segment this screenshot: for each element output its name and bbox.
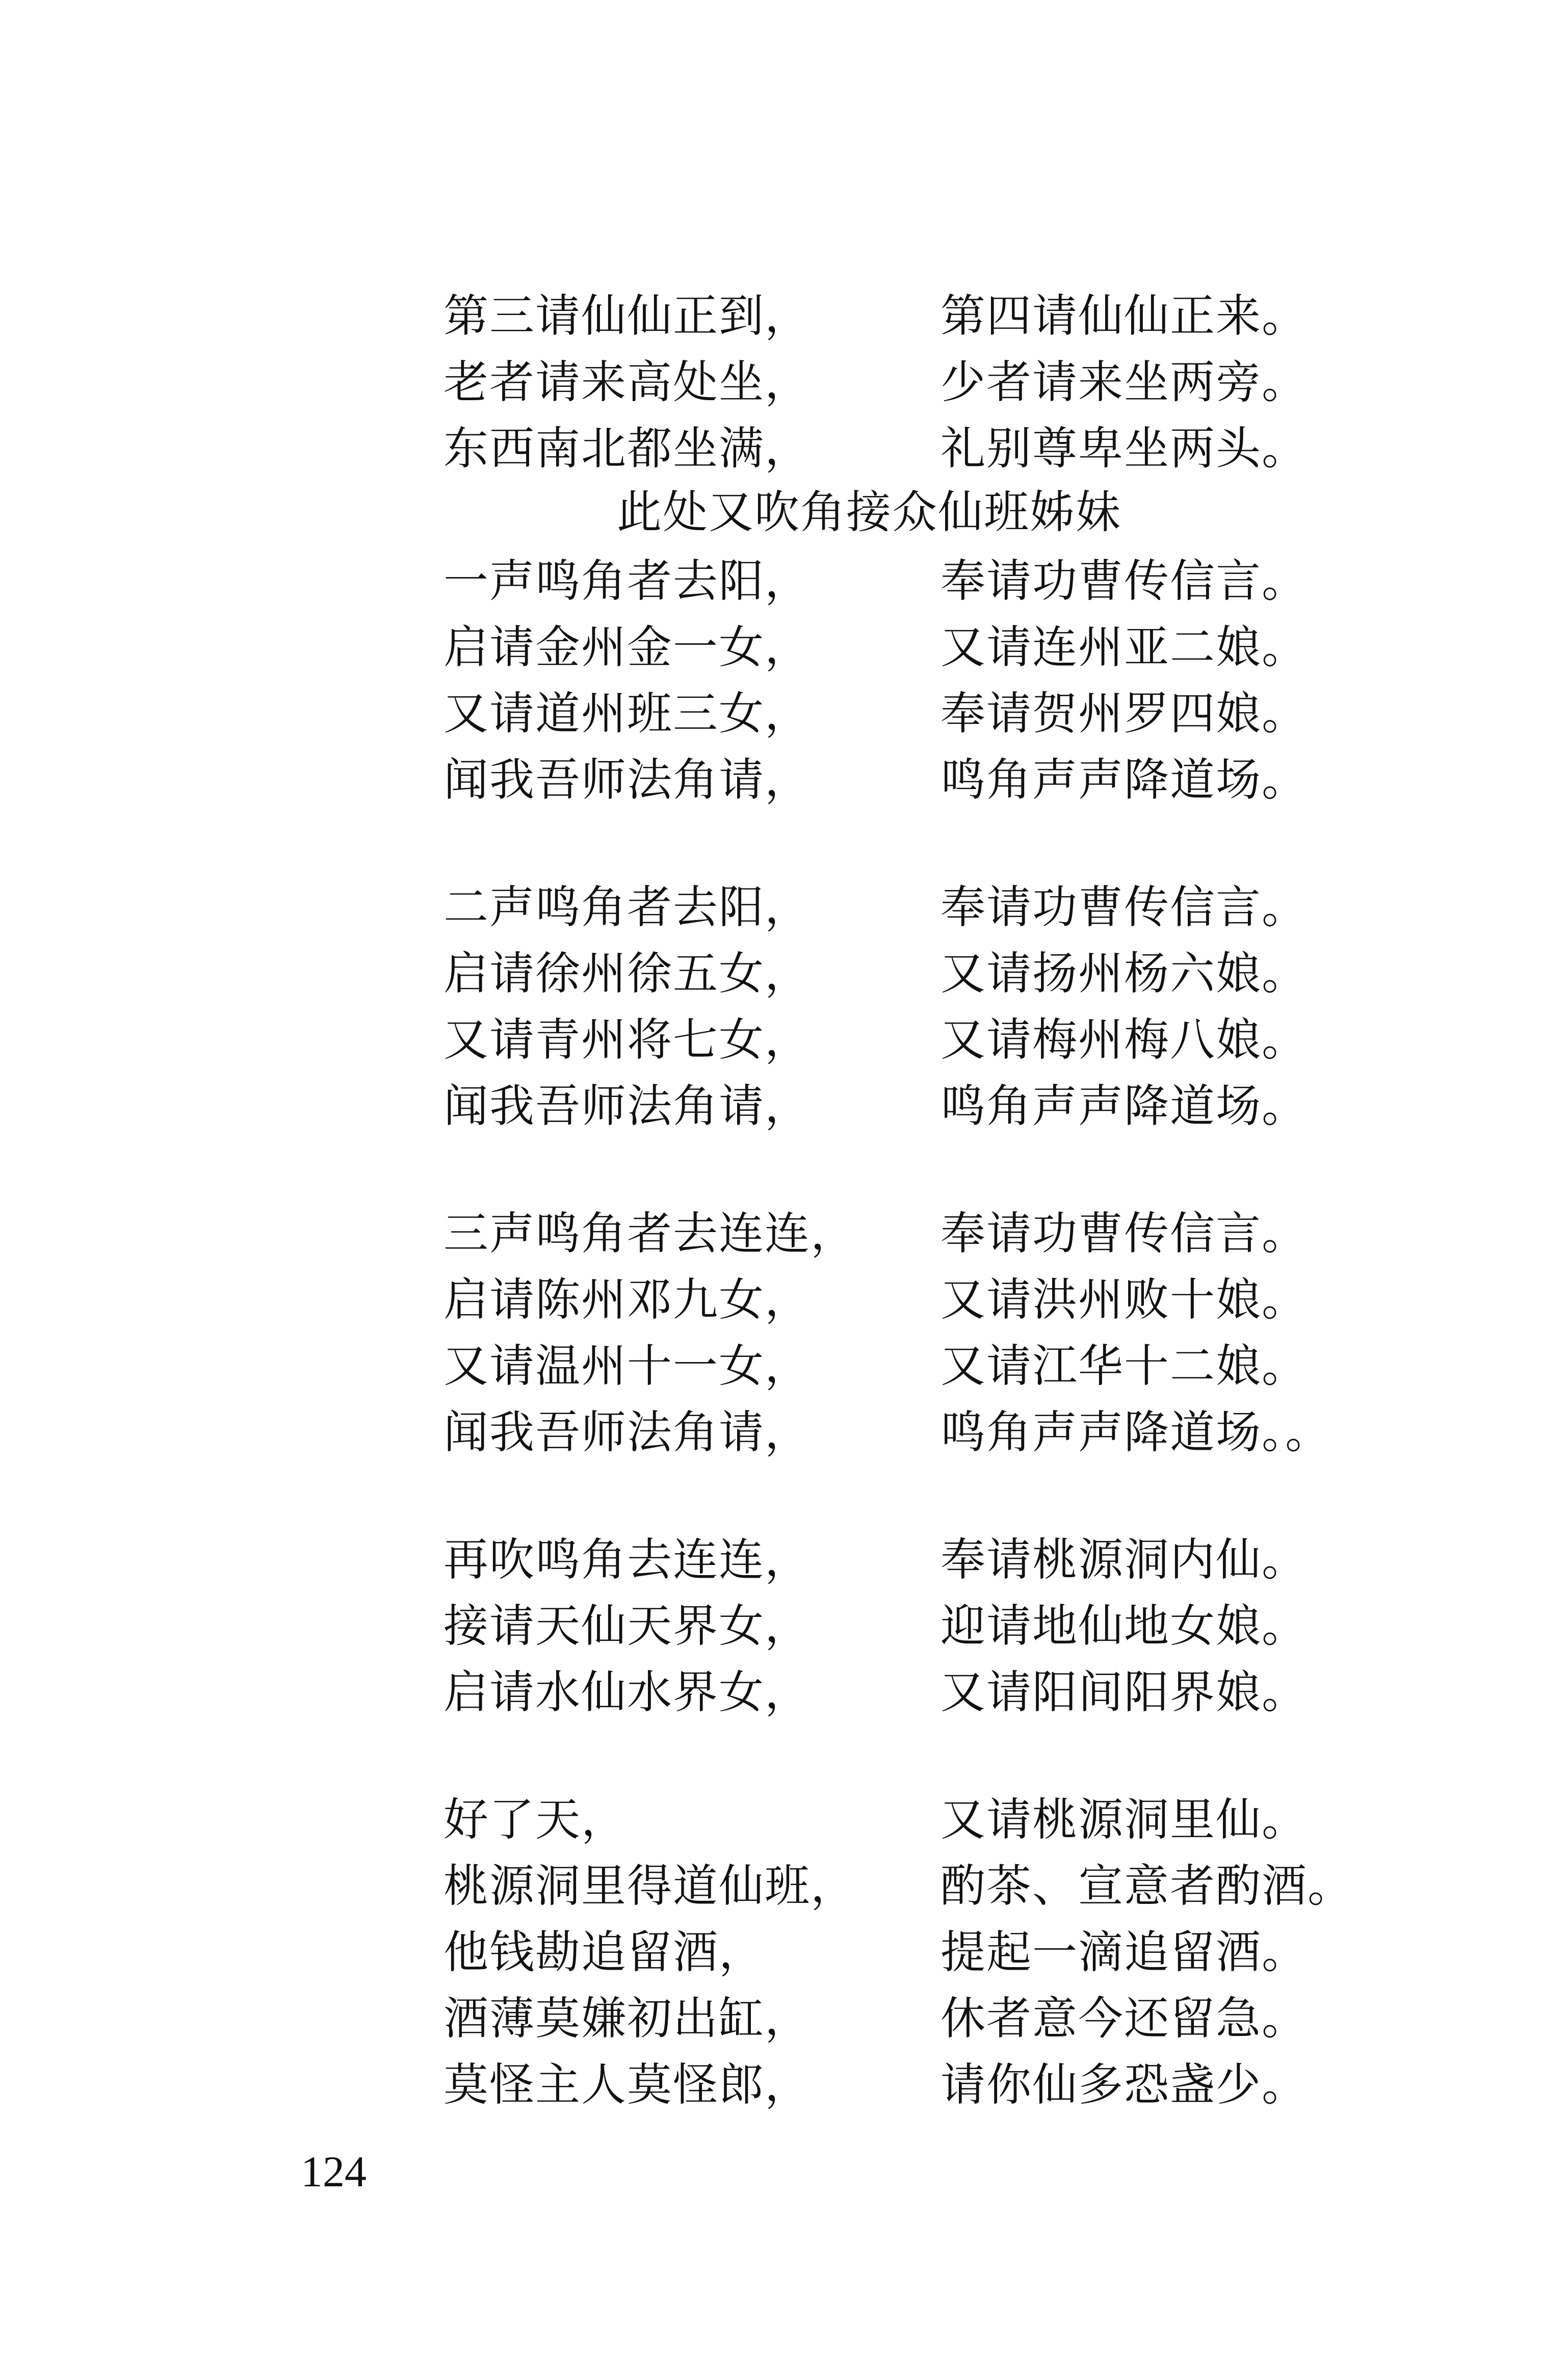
verse-line-left: 再吹鸣角去连连， <box>443 1533 811 1586</box>
verse-line-right: 迎请地仙地女娘。 <box>941 1600 1308 1652</box>
verse-line-right: 礼别尊卑坐两头。 <box>941 422 1308 475</box>
verse-line-right: 又请洪州败十娘。 <box>941 1273 1308 1326</box>
verse-line-left: 一声鸣角者去阳， <box>443 555 811 607</box>
verse-line-right: 鸣角声声降道场。 <box>941 1080 1308 1132</box>
verse-line-right: 请你仙多恐盏少。 <box>941 2058 1308 2111</box>
verse-line-left: 他钱勘追留酒， <box>443 1926 765 1978</box>
verse-line-right: 又请江华十二娘。 <box>941 1340 1308 1392</box>
verse-line-right: 提起一滴追留酒。 <box>941 1926 1308 1978</box>
verse-line-left: 启请徐州徐五女， <box>443 947 811 1000</box>
verse-line-right: 酌茶、宣意者酌酒。 <box>941 1860 1354 1912</box>
verse-line-right: 奉请功曹传信言。 <box>941 881 1308 933</box>
verse-line-right: 又请连州亚二娘。 <box>941 621 1308 673</box>
verse-line-left: 桃源洞里得道仙班， <box>443 1860 857 1912</box>
verse-line-right: 鸣角声声降道场。 <box>941 753 1308 806</box>
verse-line-left: 接请天仙天界女， <box>443 1600 811 1652</box>
verse-line-left: 东西南北都坐满， <box>443 422 811 475</box>
verse-line-left: 启请金州金一女， <box>443 621 811 673</box>
verse-line-right: 奉请贺州罗四娘。 <box>941 687 1308 740</box>
verse-line-left: 二声鸣角者去阳， <box>443 881 811 933</box>
verse-line-left: 启请水仙水界女， <box>443 1666 811 1718</box>
verse-line-left: 闻我吾师法角请， <box>443 1406 811 1458</box>
verse-line-right: 又请扬州杨六娘。 <box>941 947 1308 1000</box>
verse-line-right: 少者请来坐两旁。 <box>941 356 1308 408</box>
verse-line-left: 启请陈州邓九女， <box>443 1273 811 1326</box>
verse-line-left: 闻我吾师法角请， <box>443 1080 811 1132</box>
verse-line-right: 奉请功曹传信言。 <box>941 555 1308 607</box>
verse-line-right: 又请桃源洞里仙。 <box>941 1793 1308 1846</box>
verse-line-left: 好了天， <box>443 1793 628 1846</box>
page-number: 124 <box>301 2147 367 2196</box>
verse-line-left: 酒薄莫嫌初出缸， <box>443 1992 811 2045</box>
verse-line-left: 莫怪主人莫怪郎， <box>443 2058 811 2111</box>
verse-line-right: 又请阳间阳界娘。 <box>941 1666 1308 1718</box>
verse-line-left: 闻我吾师法角请， <box>443 753 811 806</box>
verse-line-left: 又请道州班三女， <box>443 687 811 740</box>
verse-line-right: 奉请功曹传信言。 <box>941 1207 1308 1260</box>
section-heading: 此处又吹角接众仙班姊妹 <box>617 486 1122 538</box>
verse-line-left: 又请温州十一女， <box>443 1340 811 1392</box>
verse-line-left: 三声鸣角者去连连， <box>443 1207 857 1260</box>
verse-line-right: 第四请仙仙正来。 <box>941 290 1308 342</box>
verse-line-left: 老者请来高处坐， <box>443 356 811 408</box>
verse-line-left: 又请青州将七女， <box>443 1013 811 1066</box>
verse-line-left: 第三请仙仙正到， <box>443 290 811 342</box>
verse-line-right: 又请梅州梅八娘。 <box>941 1013 1308 1066</box>
verse-line-right: 休者意今还留急。 <box>941 1992 1308 2045</box>
verse-line-right: 鸣角声声降道场。。 <box>941 1406 1332 1458</box>
verse-line-right: 奉请桃源洞内仙。 <box>941 1533 1308 1586</box>
